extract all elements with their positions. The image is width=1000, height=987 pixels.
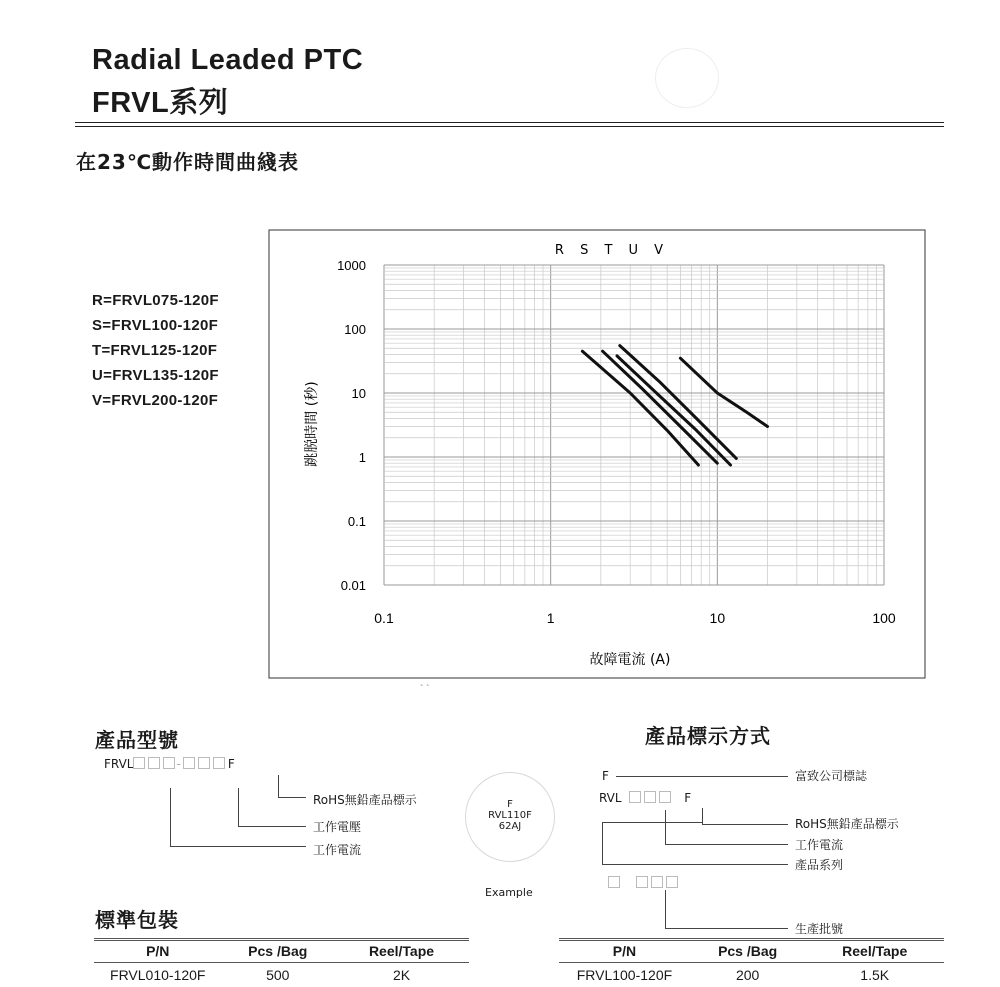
- packing-title: 標準包裝: [95, 904, 179, 933]
- legend-item-u: U=FRVL135-120F: [92, 367, 219, 384]
- part-number-dash: -: [176, 757, 180, 771]
- x-tick-label: 10: [710, 610, 726, 626]
- seal-line-1: F: [466, 799, 554, 810]
- marking-title: 產品標示方式: [645, 720, 771, 749]
- marking-label-logo: 富致公司標誌: [795, 767, 867, 784]
- x-tick-label: 1: [547, 610, 555, 626]
- part-number-title: 產品型號: [95, 724, 179, 753]
- marking-label-lot: 生產批號: [795, 920, 843, 937]
- part-number-suffix: F: [228, 757, 235, 771]
- legend-item-v: V=FRVL200-120F: [92, 392, 218, 409]
- legend-item-t: T=FRVL125-120F: [92, 342, 217, 359]
- marking-example-seal: [465, 772, 555, 862]
- part-number-prefix: FRVL: [104, 757, 133, 771]
- part-label-voltage: 工作電壓: [313, 818, 361, 835]
- packing-cell-bag: 200: [690, 963, 806, 987]
- marking-code-prefix: RVL: [599, 791, 622, 805]
- table-row: [94, 963, 469, 987]
- x-tick-label: 100: [872, 610, 896, 626]
- chart-title: R S T U V: [555, 243, 669, 258]
- y-tick-label: 100: [344, 322, 366, 337]
- packing-cell-bag: 500: [222, 963, 335, 987]
- y-tick-label: 1000: [337, 258, 366, 273]
- packing-header-pn: P/N: [94, 940, 222, 963]
- document-title-series: FRVL系列: [92, 80, 228, 121]
- packing-cell-reel: 1.5K: [805, 963, 944, 987]
- packing-header-bag: Pcs /Bag: [690, 940, 806, 963]
- y-tick-label: 10: [352, 386, 366, 401]
- packing-header-reel: Reel/Tape: [334, 940, 469, 963]
- x-tick-label: 0.1: [374, 610, 394, 626]
- packing-cell-pn: FRVL100-120F: [559, 963, 690, 987]
- packing-header-pn: P/N: [559, 940, 690, 963]
- scan-artifact: ` `: [420, 684, 429, 695]
- chart-grid: [384, 265, 884, 585]
- packing-cell-pn: FRVL010-120F: [94, 963, 222, 987]
- chart-y-label: 跳脱時間 (秒): [303, 381, 320, 466]
- part-number-code: [104, 757, 235, 771]
- marking-row-code: [599, 791, 691, 805]
- y-tick-label: 1: [359, 450, 366, 465]
- packing-table-left: [94, 938, 469, 987]
- packing-header-bag: Pcs /Bag: [222, 940, 335, 963]
- part-label-current: 工作電流: [313, 841, 361, 858]
- legend-item-s: S=FRVL100-120F: [92, 317, 218, 334]
- packing-header-reel: Reel/Tape: [805, 940, 944, 963]
- seal-caption: Example: [485, 886, 533, 899]
- curve-t: [617, 356, 731, 465]
- marking-label-current: 工作電流: [795, 836, 843, 853]
- marking-row-logo-letter: F: [602, 769, 609, 783]
- marking-lot-boxes: [608, 874, 681, 892]
- y-tick-label: 0.1: [348, 514, 366, 529]
- y-tick-label: 0.01: [341, 578, 366, 593]
- chart-x-label: 故障電流 (A): [590, 651, 671, 668]
- packing-table-right: [559, 938, 944, 987]
- table-row: [559, 963, 944, 987]
- marking-code-suffix: F: [684, 791, 691, 805]
- legend-item-r: R=FRVL075-120F: [92, 292, 219, 309]
- seal-line-3: 62AJ: [466, 821, 554, 832]
- marking-label-series: 產品系列: [795, 856, 843, 873]
- curve-section-title: 在23℃動作時間曲綫表: [76, 146, 299, 175]
- part-label-rohs: RoHS無鉛產品標示: [313, 791, 417, 808]
- chart-ticks: [337, 258, 896, 626]
- marking-label-rohs: RoHS無鉛產品標示: [795, 815, 899, 832]
- packing-cell-reel: 2K: [334, 963, 469, 987]
- document-title-english: Radial Leaded PTC: [92, 44, 363, 77]
- seal-line-2: RVL110F: [466, 810, 554, 821]
- chart-frame: [269, 230, 925, 678]
- chart-curves: [582, 346, 767, 465]
- curve-r: [582, 351, 698, 465]
